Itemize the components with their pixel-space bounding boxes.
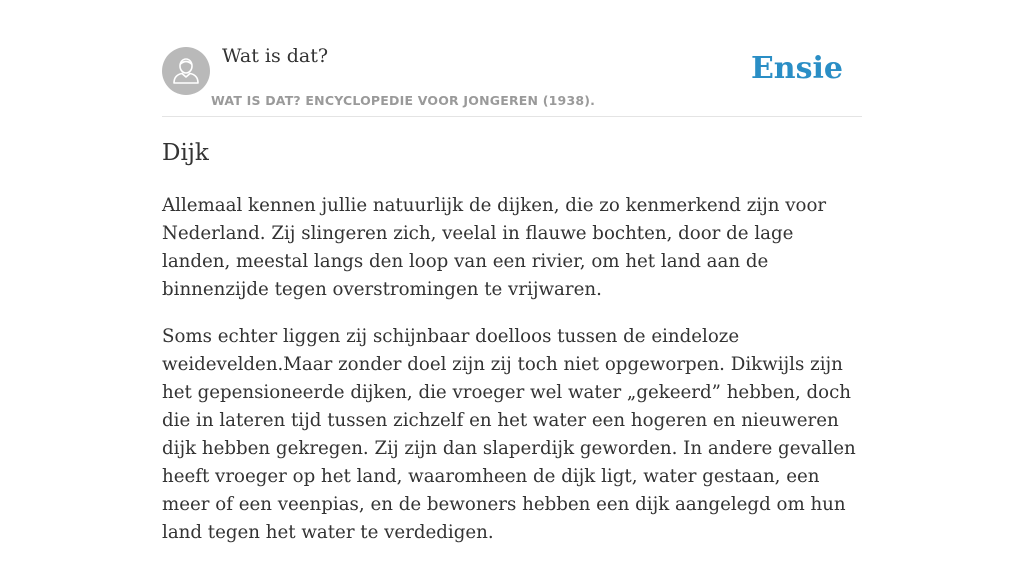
source-header [162, 0, 862, 117]
article-paragraph: Allemaal kennen jullie natuurlijk de dijken, die zo kenmerkend zijn voor Nederland. Zij slingeren zich, veelal in flauwe bochten, door de lage landen, meestal langs den loop van een rivier, om het land aan de binnenzijde tegen overstromingen te vrijwaren. [162, 195, 827, 300]
user-avatar-icon[interactable] [162, 47, 210, 95]
source-title-link[interactable]: Wat is dat? [222, 45, 329, 67]
article-page [162, 0, 862, 543]
brand-logo-link[interactable]: Ensie [750, 51, 843, 86]
article-title: Dijk [162, 140, 209, 166]
source-subtitle: WAT IS DAT? ENCYCLOPEDIE VOOR JONGEREN (1938). [211, 93, 596, 108]
article-paragraph: Soms echter liggen zij schijnbaar doelloos tussen de eindeloze weidevelden.Maar zonder doel zijn zij toch niet opgeworpen. Dikwijls zijn het gepensioneerde dijken, die vroeger wel water „gekeerd” hebben, doch die in lateren tijd tussen zichzelf en het water een hogeren en nieuweren dijk hebben gekregen. Zij zijn dan slaperdijk geworden. In andere gevallen heeft vroeger op het land, waaromheen de dijk ligt, water gestaan, een meer of een veenpias, en de bewoners hebben een dijk aangelegd om hun land tegen het water te verdedigen. [162, 326, 856, 543]
article-body [162, 192, 862, 566]
